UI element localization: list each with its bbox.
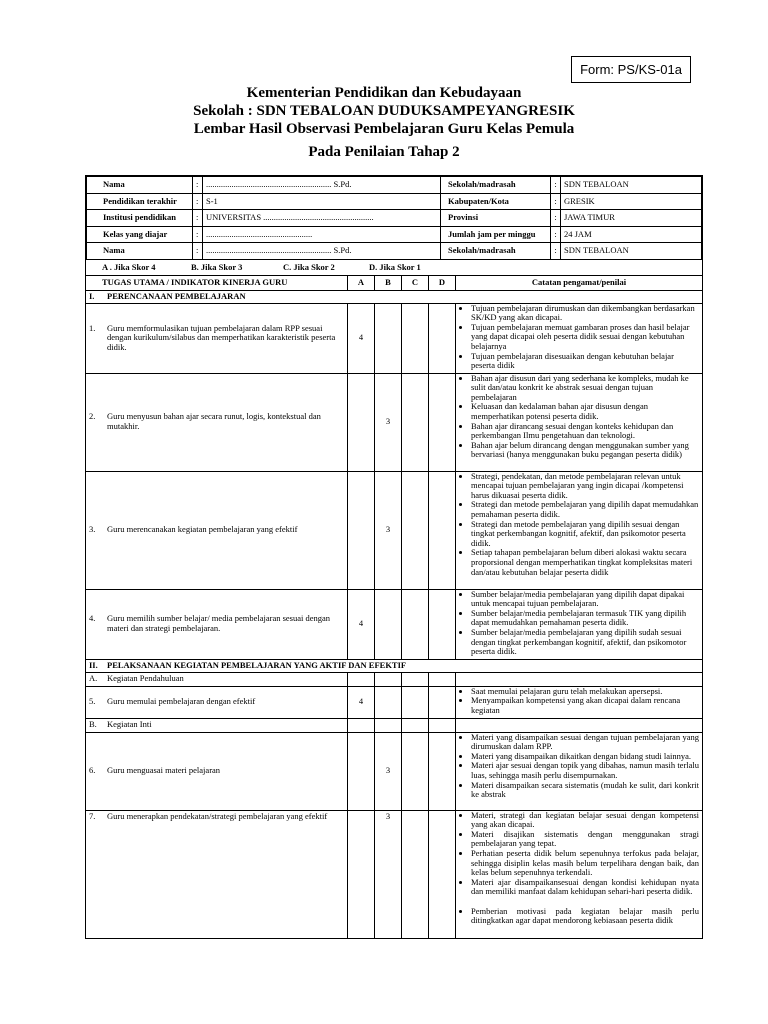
score-c [402,686,429,718]
note-item: • Menyampaikan kompetensi yang akan dicapai dalam rencana kegiatan [471,696,699,715]
score-c [402,589,429,659]
form-code-box [571,56,691,83]
indicator-cell [86,471,348,589]
section-2-title: PELAKSANAAN KEGIATAN PEMBELAJARAN YANG AKTIF DAN EFEKTIF [107,659,407,670]
score-a: 4 [348,303,375,373]
indicator-text: Guru menerapkan pendekatan/strategi pembelajaran yang efektif [107,810,328,821]
score-a [348,732,375,810]
indicator-cell [86,686,348,718]
form-code: Form: PS/KS-01a [580,62,682,77]
identity-left-value: S-1 [203,193,441,210]
col-d: D [429,275,456,290]
note-item: • Keluasan dan kedalaman bahan ajar disusun dengan memperhatikan potensi peserta didik. [471,402,699,421]
notes-list [458,733,699,800]
score-d [429,471,456,589]
note-item: • Materi ajar sesuai dengan topik yang dibahas, namun masih terlalu luas, sehingga masih perlu disempurnakan. [471,761,699,780]
notes-list [458,472,699,578]
identity-right-label: Sekolah/madrasah [441,243,551,260]
indicator-number: 5. [89,696,96,707]
note-item: • Sumber belajar/media pembelajaran yang dipilih dapat dipakai untuk mencapai tujuan pembelajaran. [471,590,699,609]
indicator-number: 6. [89,765,96,776]
identity-colon: : [551,226,561,243]
note-item: • Materi disampaikan secara sistematis (mudah ke sulit, dari konkrit ke abstrak [471,781,699,800]
identity-colon: : [551,243,561,260]
identity-block [86,176,703,260]
indicator-number: 1. [89,322,96,333]
indicator-text: Guru memformulasikan tujuan pembelajaran dalam RPP sesuai dengan kurikulum/silabus dan memperhatikan karakteristik peserta didik. [107,322,336,352]
notes-cell [456,373,703,471]
identity-colon: : [193,226,203,243]
indicator-number: 4. [89,613,96,624]
stage-title: Pada Penilaian Tahap 2 [308,144,460,160]
notes-cell [456,810,703,938]
indicator-number: 7. [89,810,96,821]
section-1-num: I. [89,290,95,301]
indicator-row [86,303,703,373]
legend-row [86,260,703,276]
indicator-row [86,471,703,589]
score-c [402,732,429,810]
indicator-text: Guru menguasai materi pelajaran [107,765,221,776]
identity-row [87,193,702,210]
score-a [348,471,375,589]
notes-cell [456,732,703,810]
notes-list [458,304,699,371]
identity-colon: : [193,210,203,227]
score-a: 4 [348,686,375,718]
identity-left-value: .................................................. [203,226,441,243]
indicator-cell [86,589,348,659]
indicator-cell [86,810,348,938]
identity-left-label: Nama [87,243,193,260]
note-item: • Materi disajikan sistematis dengan menggunakan stragi pembelajaran yang tepat. [471,830,699,849]
sub-a-title: Kegiatan Pendahuluan [107,673,184,684]
note-item: • Tujuan pembelajaran disesuaikan dengan kebutuhan belajar peserta didik [471,352,699,371]
note-item: • Strategi dan metode pembelajaran yang dipilih sesuai dengan tingkat perkembangan kognitif, afektif, dan psikomotor peserta didik. [471,520,699,549]
section-1-title: PERENCANAAN PEMBELAJARAN [107,290,246,301]
identity-right-label: Jumlah jam per minggu [441,226,551,243]
indicator-number: 3. [89,524,96,535]
score-d [429,810,456,938]
note-item: • Materi yang disampaikan sesuai dengan tujuan pembelajaran yang dirumuskan dalam RPP. [471,733,699,752]
indicator-text: Guru merencanakan kegiatan pembelajaran yang efektif [107,524,298,535]
sub-a-num: A. [89,673,98,684]
notes-cell [456,589,703,659]
indicator-row [86,810,703,938]
score-a [348,373,375,471]
col-c: C [402,275,429,290]
identity-left-label: Nama [87,177,193,194]
score-b: 3 [375,732,402,810]
score-b [375,589,402,659]
notes-list [458,374,699,460]
notes-cell [456,686,703,718]
col-b: B [375,275,402,290]
note-item: • Materi yang disampaikan dikaitkan dengan bidang studi lainnya. [471,752,699,762]
note-item: • Tujuan pembelajaran memuat gambaran proses dan hasil belajar yang dapat dicapai oleh peserta didik sesuai dengan kebutuhan belajarnya [471,323,699,352]
identity-colon: : [551,193,561,210]
score-c [402,373,429,471]
indicator-row [86,589,703,659]
col-notes: Catatan pengamat/penilai [456,275,703,290]
score-b [375,686,402,718]
indicator-wrap [89,766,344,776]
section-1-row [86,290,703,303]
identity-right-value: GRESIK [561,193,702,210]
identity-right-value: 24 JAM [561,226,702,243]
score-c [402,471,429,589]
legend-d: D. Jika Skor 1 [369,261,421,272]
indicator-text: Guru memilih sumber belajar/ media pembelajaran sesuai dengan materi dan strategi pembelajaran. [107,613,331,634]
identity-left-label: Institusi pendidikan [87,210,193,227]
identity-colon: : [193,193,203,210]
identity-left-value: ........................................................... S.Pd. [203,243,441,260]
identity-right-value: SDN TEBALOAN [561,177,702,194]
identity-row [87,210,702,227]
indicator-wrap [89,525,344,535]
identity-left-label: Kelas yang diajar [87,226,193,243]
col-a: A [348,275,375,290]
school-title: Sekolah : SDN TEBALOAN DUDUKSAMPEYANGRESIK [193,103,575,119]
column-header-row [86,275,703,290]
identity-colon: : [193,243,203,260]
sheet-title: Lembar Hasil Observasi Pembelajaran Guru Kelas Pemula [193,121,575,137]
score-d [429,589,456,659]
indicator-wrap [89,324,344,353]
identity-table [86,176,702,260]
note-item: • Strategi, pendekatan, dan metode pembelajaran relevan untuk mencapai tujuan pembelajaran yang ingin dicapai /kompetensi harus dikuasai peserta didik. [471,472,699,501]
score-d [429,373,456,471]
identity-row [87,177,702,194]
score-b [375,303,402,373]
indicator-text: Guru memulai pembelajaran dengan efektif [107,696,256,707]
indicator-number: 2. [89,411,96,422]
note-item: • Materi, strategi dan kegiatan belajar sesuai dengan kompetensi yang akan dicapai. [471,811,699,830]
notes-cell [456,303,703,373]
indicator-wrap [89,697,344,707]
indicator-row [86,686,703,718]
sub-b-title: Kegiatan Inti [107,719,152,730]
identity-left-label: Pendidikan terakhir [87,193,193,210]
identity-colon: : [551,210,561,227]
indicator-row [86,732,703,810]
note-item: • Bahan ajar dirancang sesuai dengan konteks kehidupan dan perkembangan Ilmu pengetahuan dan teknologi. [471,422,699,441]
col-task: TUGAS UTAMA / INDIKATOR KINERJA GURU [86,275,348,290]
identity-right-value: SDN TEBALOAN [561,243,702,260]
score-b: 3 [375,471,402,589]
indicator-cell [86,732,348,810]
score-d [429,686,456,718]
note-item: • Bahan ajar disusun dari yang sederhana ke kompleks, mudah ke sulit dan/atau konkrit ke abstrak sesuai dengan tujuan pembelajaran [471,374,699,403]
note-item: • Materi ajar disampaikansesuai dengan kondisi kehidupan nyata dan memiliki manfaat dalam kehidupan sehari-hari peserta didik. [471,878,699,897]
score-b: 3 [375,810,402,938]
notes-list [458,811,699,926]
section-2-num: II. [89,659,98,670]
note-item: • Setiap tahapan pembelajaran belum diberi alokasi waktu secara proporsional dengan memperhatikan tingkat kompleksitas materi dan/atau kebutuhan belajar peserta didik [471,548,699,577]
ministry-title: Kementerian Pendidikan dan Kebudayaan [246,85,522,101]
legend-a: A . Jika Skor 4 [102,261,156,272]
score-c [402,810,429,938]
indicator-wrap [89,812,344,822]
notes-list [458,687,699,716]
sub-b-num: B. [89,719,97,730]
indicator-cell [86,303,348,373]
observation-table [85,175,703,939]
identity-right-label: Sekolah/madrasah [441,177,551,194]
note-item: • Strategi dan metode pembelajaran yang dipilih dapat memudahkan pemahaman peserta didik. [471,500,699,519]
indicator-row [86,373,703,471]
note-item: • Sumber belajar/media pembelajaran yang dipilih sudah sesuai dengan tingkat perkembangan kognitif, afektif, dan psikomotor peserta didik. [471,628,699,657]
identity-left-value: ........................................................... S.Pd. [203,177,441,194]
notes-list [458,590,699,657]
identity-right-label: Kabupaten/Kota [441,193,551,210]
identity-left-value: UNIVERSITAS .................................................... [203,210,441,227]
legend-b: B. Jika Skor 3 [191,261,243,272]
identity-right-label: Provinsi [441,210,551,227]
section-2-row [86,659,703,672]
identity-colon: : [193,177,203,194]
note-item: • Perhatian peserta didik belum sepenuhnya terfokus pada belajar, sehingga disiplin kelas masih belum terpelihara dengan baik, dan kelas belum sepenuhnya terkendali. [471,849,699,878]
score-b: 3 [375,373,402,471]
note-item: • Pemberian motivasi pada kegiatan belajar masih perlu ditingkatkan agar dapat mendorong kebiasaan peserta didik [471,907,699,926]
notes-cell [456,471,703,589]
identity-right-value: JAWA TIMUR [561,210,702,227]
score-a [348,810,375,938]
sub-a-row [86,672,703,686]
score-d [429,303,456,373]
indicator-wrap [89,412,344,431]
identity-row [87,226,702,243]
score-a: 4 [348,589,375,659]
note-item: • Bahan ajar belum dirancang dengan menggunakan sumber yang bervariasi (hanya menggunakan buku pegangan peserta didik) [471,441,699,460]
identity-row [87,243,702,260]
indicator-cell [86,373,348,471]
note-item: • Saat memulai pelajaran guru telah melakukan apersepsi. [471,687,699,697]
identity-colon: : [551,177,561,194]
indicator-text: Guru menyusun bahan ajar secara runut, logis, kontekstual dan mutakhir. [107,411,321,432]
score-c [402,303,429,373]
legend-c: C. Jika Skor 2 [283,261,335,272]
score-d [429,732,456,810]
note-item: • Sumber belajar/media pembelajaran termasuk TIK yang dipilih dapat memudahkan pemahaman peserta didik. [471,609,699,628]
indicator-wrap [89,614,344,633]
note-item: • Tujuan pembelajaran dirumuskan dan dikembangkan berdasarkan SK/KD yang akan dicapai. [471,304,699,323]
sub-b-row [86,718,703,732]
